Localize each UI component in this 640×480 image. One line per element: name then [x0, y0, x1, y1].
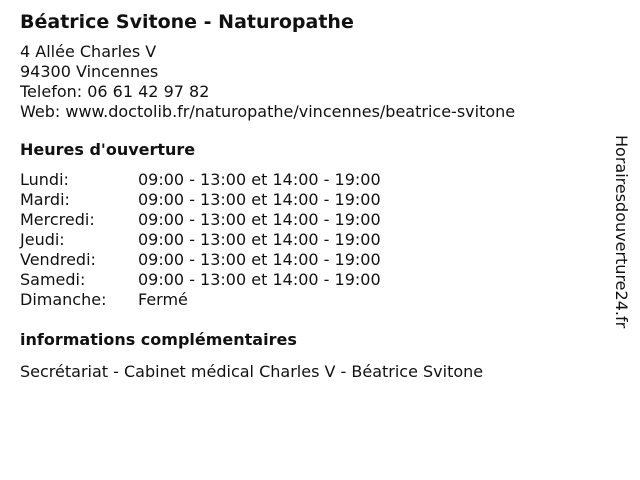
address-city: 94300 Vincennes — [20, 62, 159, 81]
time-value: Fermé — [138, 290, 188, 309]
hours-row-friday — [20, 250, 600, 270]
site-watermark: Horairesdouverture24.fr — [612, 135, 631, 329]
hours-row-wednesday — [20, 210, 600, 230]
day-label: Lundi: — [20, 170, 69, 189]
day-label: Vendredi: — [20, 250, 96, 269]
time-value: 09:00 - 13:00 et 14:00 - 19:00 — [138, 230, 381, 249]
time-value: 09:00 - 13:00 et 14:00 - 19:00 — [138, 210, 381, 229]
hours-heading: Heures d'ouverture — [20, 140, 196, 159]
page-title: Béatrice Svitone - Naturopathe — [20, 11, 354, 33]
hours-row-thursday — [20, 230, 600, 250]
day-label: Mardi: — [20, 190, 70, 209]
info-heading: informations complémentaires — [20, 330, 297, 349]
hours-row-saturday — [20, 270, 600, 290]
website-link[interactable]: Web: www.doctolib.fr/naturopathe/vincennes/beatrice-svitone — [20, 102, 516, 121]
info-text: Secrétariat - Cabinet médical Charles V - Béatrice Svitone — [20, 362, 484, 381]
day-label: Samedi: — [20, 270, 86, 289]
hours-row-sunday — [20, 290, 600, 310]
phone-number[interactable]: Telefon: 06 61 42 97 82 — [20, 82, 210, 101]
hours-list — [20, 170, 600, 310]
hours-row-tuesday — [20, 190, 600, 210]
hours-row-monday — [20, 170, 600, 190]
business-card — [20, 10, 600, 382]
address-street: 4 Allée Charles V — [20, 42, 157, 61]
day-label: Jeudi: — [20, 230, 65, 249]
day-label: Dimanche: — [20, 290, 107, 309]
time-value: 09:00 - 13:00 et 14:00 - 19:00 — [138, 270, 381, 289]
contact-info — [20, 42, 600, 122]
day-label: Mercredi: — [20, 210, 95, 229]
time-value: 09:00 - 13:00 et 14:00 - 19:00 — [138, 170, 381, 189]
time-value: 09:00 - 13:00 et 14:00 - 19:00 — [138, 190, 381, 209]
time-value: 09:00 - 13:00 et 14:00 - 19:00 — [138, 250, 381, 269]
